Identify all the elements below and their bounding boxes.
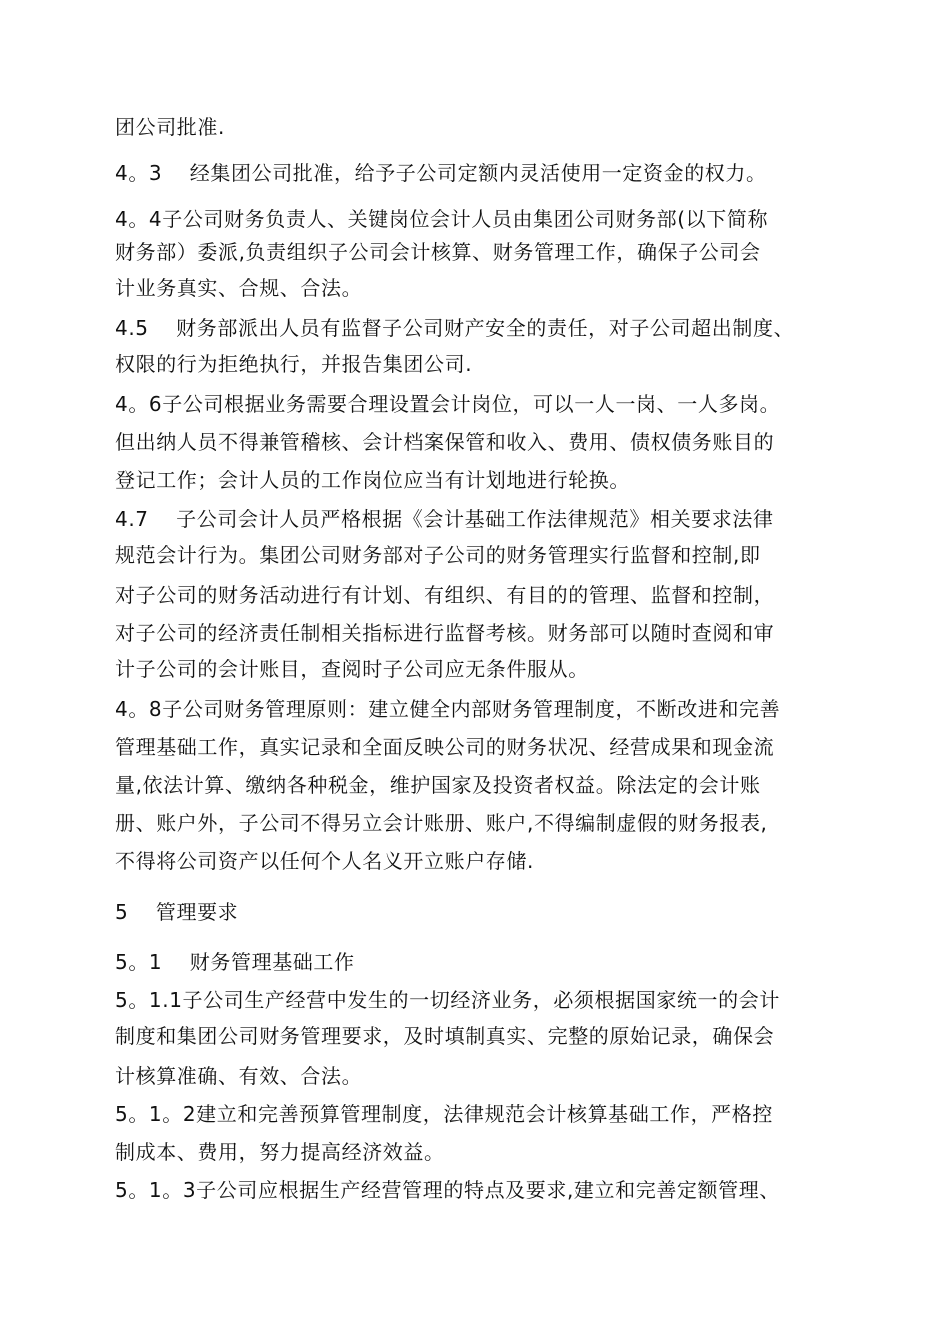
text-line: 4.7 子公司会计人员严格根据《会计基础工作法律规范》相关要求法律: [115, 507, 774, 531]
text-line: 对子公司的财务活动进行有计划、有组织、有目的的管理、监督和控制，: [115, 583, 775, 607]
text-line: 权限的行为拒绝执行，并报告集团公司.: [115, 352, 473, 376]
text-line: 册、账户外，子公司不得另立会计账册、账户,不得编制虚假的财务报表,: [115, 811, 768, 835]
text-line: 对子公司的经济责任制相关指标进行监督考核。财务部可以随时查阅和审: [115, 621, 775, 645]
text-line: 量,依法计算、缴纳各种税金，维护国家及投资者权益。除法定的会计账: [115, 773, 761, 797]
text-line: 5。1。3子公司应根据生产经营管理的特点及要求,建立和完善定额管理、: [115, 1178, 780, 1202]
text-line: 团公司批准.: [115, 115, 225, 139]
text-line: 财务部）委派,负责组织子公司会计核算、财务管理工作，确保子公司会: [115, 240, 761, 264]
text-line: 5。1。2建立和完善预算管理制度，法律规范会计核算基础工作，严格控: [115, 1102, 773, 1126]
text-line: 规范会计行为。集团公司财务部对子公司的财务管理实行监督和控制,即: [115, 543, 761, 567]
text-line: 4.5 财务部派出人员有监督子公司财产安全的责任，对子公司超出制度、: [115, 316, 795, 340]
text-line: 计子公司的会计账目，查阅时子公司应无条件服从。: [115, 657, 589, 681]
text-line: 计业务真实、合规、合法。: [115, 276, 363, 300]
text-line: 4。3 经集团公司批准，给予子公司定额内灵活使用一定资金的权力。: [115, 161, 767, 185]
text-line: 但出纳人员不得兼管稽核、会计档案保管和收入、费用、债权债务账目的: [115, 430, 775, 454]
text-line: 制成本、费用，努力提高经济效益。: [115, 1140, 445, 1164]
section-heading: 5 管理要求: [115, 900, 239, 924]
text-line: 登记工作；会计人员的工作岗位应当有计划地进行轮换。: [115, 468, 630, 492]
text-line: 4。6子公司根据业务需要合理设置会计岗位，可以一人一岗、一人多岗。: [115, 392, 781, 416]
text-line: 4。4子公司财务负责人、关键岗位会计人员由集团公司财务部(以下简称: [115, 207, 769, 231]
text-line: 不得将公司资产以任何个人名义开立账户存储.: [115, 849, 534, 873]
subsection-heading: 5。1 财务管理基础工作: [115, 950, 355, 974]
text-line: 计核算准确、有效、合法。: [115, 1064, 363, 1088]
text-line: 制度和集团公司财务管理要求，及时填制真实、完整的原始记录，确保会: [115, 1024, 775, 1048]
text-line: 5。1.1子公司生产经营中发生的一切经济业务，必须根据国家统一的会计: [115, 988, 780, 1012]
text-line: 管理基础工作，真实记录和全面反映公司的财务状况、经营成果和现金流: [115, 735, 775, 759]
text-line: 4。8子公司财务管理原则：建立健全内部财务管理制度，不断改进和完善: [115, 697, 781, 721]
